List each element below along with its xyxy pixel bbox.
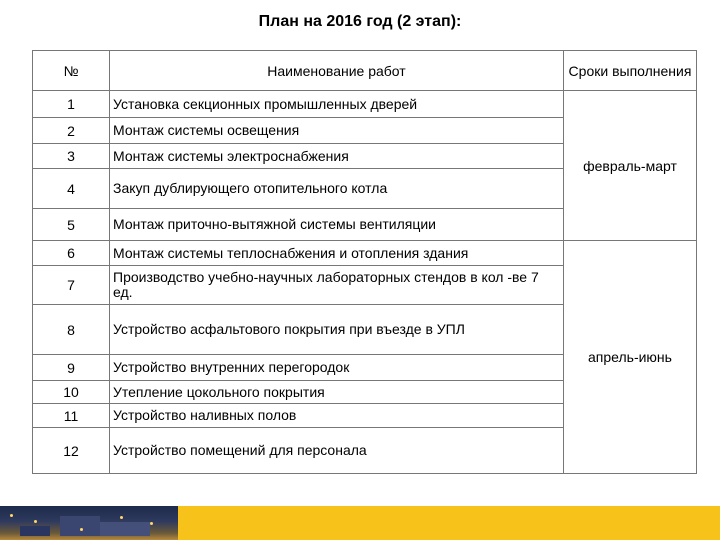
building-shape: [60, 516, 100, 536]
header-period: Сроки выполнения: [564, 51, 697, 91]
row-num: 7: [33, 266, 110, 305]
building-shape: [100, 522, 150, 536]
light-dot: [10, 514, 13, 517]
row-num: 2: [33, 118, 110, 144]
light-dot: [34, 520, 37, 523]
row-work: Монтаж приточно-вытяжной системы вентиляции: [110, 209, 564, 241]
row-work: Производство учебно-научных лабораторных стендов в кол -ве 7 ед.: [110, 266, 564, 305]
footer-photo: [0, 506, 178, 540]
row-work: Монтаж системы освещения: [110, 118, 564, 144]
page-title: План на 2016 год (2 этап):: [258, 13, 462, 30]
period-group-2: апрель-июнь: [564, 241, 697, 474]
header-name: Наименование работ: [110, 51, 564, 91]
period-group-1: февраль-март: [564, 91, 697, 241]
table-row: [33, 91, 697, 118]
row-work: Устройство асфальтового покрытия при въезде в УПЛ: [110, 305, 564, 355]
row-work: Устройство внутренних перегородок: [110, 355, 564, 381]
footer-bar: [178, 506, 720, 540]
row-num: 1: [33, 91, 110, 118]
table-header-row: [33, 51, 697, 91]
light-dot: [150, 522, 153, 525]
row-num: 3: [33, 144, 110, 169]
header-num: №: [33, 51, 110, 91]
row-num: 4: [33, 169, 110, 209]
building-shape: [20, 526, 50, 536]
row-num: 8: [33, 305, 110, 355]
light-dot: [80, 528, 83, 531]
row-num: 10: [33, 381, 110, 404]
row-work: Монтаж системы теплоснабжения и отопления здания: [110, 241, 564, 266]
row-num: 6: [33, 241, 110, 266]
row-num: 5: [33, 209, 110, 241]
plan-table: [32, 50, 697, 474]
row-work: Утепление цокольного покрытия: [110, 381, 564, 404]
light-dot: [120, 516, 123, 519]
row-num: 11: [33, 404, 110, 428]
row-work: Закуп дублирующего отопительного котла: [110, 169, 564, 209]
table-row: [33, 241, 697, 266]
row-work: Устройство наливных полов: [110, 404, 564, 428]
row-num: 9: [33, 355, 110, 381]
row-work: Устройство помещений для персонала: [110, 428, 564, 474]
row-work: Монтаж системы электроснабжения: [110, 144, 564, 169]
row-work: Установка секционных промышленных дверей: [110, 91, 564, 118]
row-num: 12: [33, 428, 110, 474]
